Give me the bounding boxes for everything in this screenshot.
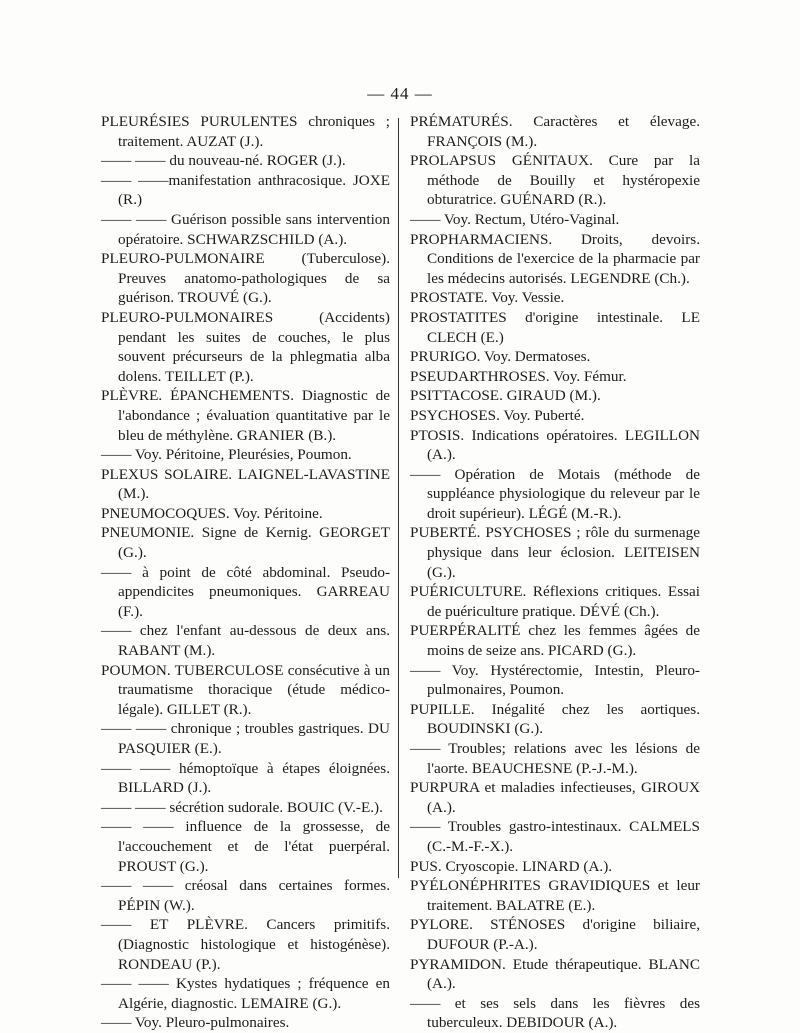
index-entry: PLEXUS SOLAIRE. LAIGNEL-LAVASTINE (M.). <box>101 465 390 503</box>
index-entry: —— —— chronique ; troubles gastriques. DU PASQUIER (E.). <box>101 720 390 757</box>
index-entry: PUÉRICULTURE. Réflexions critiques. Essai de puériculture pratique. DÉVÉ (Ch.). <box>410 583 700 620</box>
index-entry: PSEUDARTHROSES. Voy. Fémur. <box>410 367 627 385</box>
index-entry: PUS. Cryoscopie. LINARD (A.). <box>410 857 613 875</box>
index-entry: PUERPÉRALITÉ chez les femmes âgées de moins de seize ans. PICARD (G.). <box>410 622 700 660</box>
index-entry: —— —— du nouveau-né. ROGER (J.). <box>101 152 346 170</box>
index-entry: PROLAPSUS GÉNITAUX. Cure par la méthode de Bouilly et hystéropexie obturatrice. GUÉNARD (R.). <box>410 152 700 209</box>
index-entry: PLÈVRE. ÉPANCHEMENTS. Diagnostic de l'abondance ; évaluation quantitative par le bleu de méthylène. GRANIER (B.). <box>101 387 390 444</box>
index-entry: PSYCHOSES. Voy. Puberté. <box>410 406 585 424</box>
index-entry: —— et ses sels dans les fièvres des tuberculeux. DEBIDOUR (A.). <box>410 994 700 1032</box>
index-entry: PUBERTÉ. PSYCHOSES ; rôle du surmenage physique dans leur éclosion. LEITEISEN (G.). <box>410 524 700 581</box>
index-entry: PNEUMONIE. Signe de Kernig. GEORGET (G.). <box>101 524 390 562</box>
right-column <box>410 112 700 1033</box>
index-entry: PTOSIS. Indications opératoires. LEGILLON (A.). <box>410 426 700 464</box>
index-entry: —— —— sécrétion sudorale. BOUIC (V.-E.). <box>101 798 383 816</box>
index-entry: PURPURA et maladies infectieuses, GIROUX (A.). <box>410 779 700 816</box>
index-entry: PROSTATE. Voy. Vessie. <box>410 289 565 307</box>
index-entry: —— Opération de Motais (méthode de suppléance physiologique du releveur par le droit supérieur). LÉGÉ (M.-R.). <box>410 465 700 522</box>
index-entry: —— Voy. Péritoine, Pleurésies, Poumon. <box>101 446 352 464</box>
index-entry: PROSTATITES d'origine intestinale. LE CLECH (E.) <box>410 308 700 346</box>
index-entry: —— —— hémoptoïque à étapes éloignées. BILLARD (J.). <box>101 759 390 797</box>
index-entry: —— Voy. Pleuro-pulmonaires. <box>101 1014 290 1032</box>
index-entry: —— chez l'enfant au-dessous de deux ans. RABANT (M.). <box>101 622 390 660</box>
index-entry: PSITTACOSE. GIRAUD (M.). <box>410 387 601 405</box>
index-entry: —— Troubles gastro-intestinaux. CALMELS (C.-M.-F.-X.). <box>410 818 700 855</box>
index-entry: —— —— influence de la grossesse, de l'accouchement et de l'état puerpéral. PROUST (G.). <box>101 818 390 875</box>
index-entry: —— ET PLÈVRE. Cancers primitifs. (Diagnostic histologique et histogénèse). RONDEAU (P.). <box>101 916 390 973</box>
index-entry: —— —— créosal dans certaines formes. PÉPIN (W.). <box>101 877 390 914</box>
index-entry: POUMON. TUBERCULOSE consécutive à un traumatisme thoracique (étude médico-légale). GILLET (R.). <box>101 661 390 718</box>
index-entry: —— Troubles; relations avec les lésions de l'aorte. BEAUCHESNE (P.-J.-M.). <box>410 740 700 777</box>
index-entry: —— à point de côté abdominal. Pseudo-appendicites pneumoniques. GARREAU (F.). <box>101 563 390 620</box>
index-entry: PLEURO-PULMONAIRE (Tuberculose). Preuves anatomo-pathologiques de sa guérison. TROUVÉ (G.). <box>101 250 390 307</box>
index-entry: —— Voy. Hystérectomie, Intestin, Pleuro-pulmonaires, Poumon. <box>410 661 700 699</box>
index-entry: —— —— Kystes hydatiques ; fréquence en Algérie, diagnostic. LEMAIRE (G.). <box>101 975 390 1012</box>
index-entry: —— Voy. Rectum, Utéro-Vaginal. <box>410 210 620 228</box>
index-entry: PYRAMIDON. Etude thérapeutique. BLANC (A.). <box>410 955 700 993</box>
index-entry: PLEURÉSIES PURULENTES chroniques ; traitement. AUZAT (J.). <box>101 113 390 150</box>
left-column <box>101 112 390 1033</box>
index-entry: PNEUMOCOQUES. Voy. Péritoine. <box>101 504 323 522</box>
index-entry: —— ——manifestation anthracosique. JOXE (R.) <box>101 171 390 209</box>
index-entry: PRÉMATURÉS. Caractères et élevage. FRANÇOIS (M.). <box>410 113 700 150</box>
page-number: — 44 — <box>367 84 433 103</box>
index-entry: —— —— Guérison possible sans intervention opératoire. SCHWARZSCHILD (A.). <box>101 210 390 248</box>
index-entry: PRURIGO. Voy. Dermatoses. <box>410 348 591 366</box>
column-divider <box>398 118 399 878</box>
index-entry: PYÉLONÉPHRITES GRAVIDIQUES et leur traitement. BALATRE (E.). <box>410 877 700 914</box>
index-entry: PROPHARMACIENS. Droits, devoirs. Conditions de l'exercice de la pharmacie par les médecins autorisés. LEGENDRE (Ch.). <box>410 230 700 287</box>
index-entry: PLEURO-PULMONAIRES (Accidents) pendant les suites de couches, le plus souvent précurseurs de la phlegmatia alba dolens. TEILLET (P.). <box>101 308 390 385</box>
index-entry: PYLORE. STÉNOSES d'origine biliaire, DUFOUR (P.-A.). <box>410 916 700 953</box>
index-entry: PUPILLE. Inégalité chez les aortiques. BOUDINSKI (G.). <box>410 700 700 738</box>
